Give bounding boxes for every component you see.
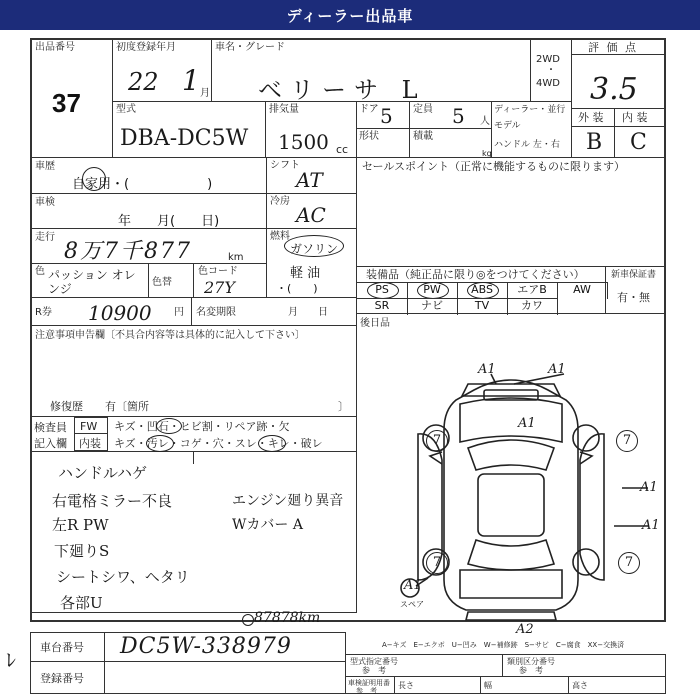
equipment-item-row2-1: SR xyxy=(357,298,408,315)
registration-year: 22 xyxy=(128,68,159,96)
note-7: エンジン廻り異音 xyxy=(232,493,344,509)
registration-label: 初度登録年月 xyxy=(116,42,176,53)
name-change-text: 月 日 xyxy=(288,307,328,318)
cert-sub: 参 考 xyxy=(356,687,377,695)
note-5: シートシワ、ヘタリ xyxy=(56,568,190,586)
capacity-label: 定員 xyxy=(413,104,433,115)
interior-label: 内 装 xyxy=(622,111,648,124)
inspector-label-2: 記入欄 xyxy=(34,437,67,450)
damage-mark-9: 7 xyxy=(616,430,638,452)
damage-mark-1: A1 xyxy=(478,362,496,377)
header-title: ディーラー出品車 xyxy=(286,7,414,25)
displacement-label: 排気量 xyxy=(269,104,299,115)
cert-label: 車検証明用番 xyxy=(348,679,390,687)
equipment-item-3: ABS xyxy=(457,282,508,299)
repair-label: 修復歴 有〔箇所 xyxy=(50,400,149,413)
damage-mark-3: A1 xyxy=(518,416,536,431)
equipment-circle-1 xyxy=(367,282,399,299)
equipment-item-2: PW xyxy=(407,282,458,299)
interior-head-text: 内装 xyxy=(79,437,101,450)
chassis-number: DC5W-338979 xyxy=(120,634,292,659)
equipment-label: 装備品（純正品に限り◎をつけてください） xyxy=(366,268,585,281)
color-code-label: 色コード xyxy=(198,266,238,277)
lot-number: 37 xyxy=(52,88,81,118)
model-label: モデル xyxy=(494,121,521,131)
ac-label: 冷房 xyxy=(270,196,290,207)
color-change-label: 色替 xyxy=(152,277,172,288)
length-label: 長さ xyxy=(398,681,414,690)
odometer-circle xyxy=(242,614,254,626)
doors-value: 5 xyxy=(380,104,393,128)
shift-value: AT xyxy=(296,168,323,192)
recycle-label: R券 xyxy=(35,307,52,318)
shape-label: 形状 xyxy=(359,131,379,142)
car-name-label: 車名・グレード xyxy=(215,42,285,53)
type-cert-sub: 参 考 xyxy=(362,666,386,675)
grade-exterior: B xyxy=(586,130,603,155)
registration-month-unit: 月 xyxy=(200,88,210,99)
fw-circle xyxy=(156,418,182,434)
equipment-item-row2-4: カワ xyxy=(507,298,558,315)
fw-items: キズ・凹石・ヒビ割・リペア跡・欠 xyxy=(114,420,290,433)
back-seat-label: 後日品 xyxy=(360,318,390,329)
color-label: 色 xyxy=(35,266,45,277)
type-cert-label: 型式指定番号 xyxy=(350,657,398,666)
inspection-text: 年 月( 日) xyxy=(118,214,220,229)
diagram-legend: A−キズ E−エクボ U−凹み W−補修跡 S−サビ C−腐食 XX−交換済 xyxy=(382,641,625,649)
equipment-circle-3 xyxy=(467,282,499,299)
class-label: 類別区分番号 xyxy=(507,657,555,666)
chassis-label: 車台番号 xyxy=(40,641,84,654)
model-type-value: DBA-DC5W xyxy=(120,126,249,151)
recycle-amount: 10900 xyxy=(88,301,152,325)
damage-mark-11: 7 xyxy=(618,552,640,574)
note-3: 左R PW xyxy=(52,516,109,534)
damage-mark-6: A1 xyxy=(404,578,422,593)
displacement-value: 1500 xyxy=(278,130,329,154)
equipment-item-1: PS xyxy=(357,282,408,299)
displacement-unit: cc xyxy=(336,143,349,156)
color-value: パッション オレンジ xyxy=(48,268,136,296)
sales-points-label: セールスポイント（正常に機能するものに限ります） xyxy=(362,160,626,173)
interior-circle-2 xyxy=(258,435,286,452)
damage-mark-2: A1 xyxy=(548,362,566,377)
handle-label: ハンドル 左・右 xyxy=(494,140,560,150)
new-car-options: 有・無 xyxy=(617,291,650,304)
car-diagram xyxy=(356,340,666,630)
fuel-option-other: ・( ) xyxy=(276,282,318,295)
exterior-label: 外 装 xyxy=(578,111,604,124)
damage-mark-5: A1 xyxy=(642,518,660,533)
doors-label: ドア xyxy=(359,104,379,115)
interior-circle-1 xyxy=(146,435,174,452)
capacity-unit: 人 xyxy=(480,116,490,127)
recycle-unit: 円 xyxy=(174,307,184,318)
damage-mark-4: A1 xyxy=(640,480,658,495)
width-label: 幅 xyxy=(484,681,492,690)
sales-points-cell xyxy=(356,157,666,267)
ac-value: AC xyxy=(296,203,326,227)
dealer-label: ディーラー・並行 xyxy=(494,105,566,115)
registration-no-label: 登録番号 xyxy=(40,672,84,685)
inspection-label: 車検 xyxy=(35,197,55,208)
history-options: 自家用・( ) xyxy=(72,177,213,192)
lot-label: 出品番号 xyxy=(35,42,75,53)
mileage-unit: km xyxy=(228,252,244,263)
odometer-note: 87878km xyxy=(254,610,321,626)
margin-mark: ﾚ xyxy=(6,648,16,672)
fuel-option-diesel: 軽 油 xyxy=(290,266,321,281)
mileage-label: 走行 xyxy=(35,232,55,243)
equipment-item-row2-3: TV xyxy=(457,298,508,315)
fw-head-text: FW xyxy=(80,420,98,433)
note-6: 各部U xyxy=(60,594,103,612)
grade-label: 評 価 点 xyxy=(588,41,638,54)
equipment-item-row2-2: ナビ xyxy=(407,298,458,315)
repair-close: 〕 xyxy=(338,400,349,413)
fuel-value: ガソリン xyxy=(290,242,339,256)
class-sub: 参 考 xyxy=(519,666,543,675)
registration-month: 1 xyxy=(182,64,200,97)
history-circle xyxy=(82,167,106,191)
capacity-value: 5 xyxy=(452,104,465,128)
height-label: 高さ xyxy=(572,681,588,690)
drive-2wd: 2WD xyxy=(536,54,560,65)
color-code-value: 27Y xyxy=(204,278,235,297)
fuel-circle xyxy=(284,235,344,257)
grade-interior: C xyxy=(630,130,647,155)
note-8: Wカバー A xyxy=(232,517,303,533)
drive-4wd: 4WD xyxy=(536,78,560,89)
damage-mark-10: 7 xyxy=(426,552,448,574)
damage-mark-8: 7 xyxy=(426,430,448,452)
equipment-circle-2 xyxy=(417,282,449,299)
car-name: ベリーサ L xyxy=(258,76,426,104)
grade-overall: 3.5 xyxy=(590,72,638,107)
load-unit: kg xyxy=(482,149,492,158)
history-label: 車歴 xyxy=(35,161,55,172)
interior-items: キズ・汚レ・コゲ・穴・スレ・キレ・破レ xyxy=(114,437,323,450)
mileage-value: 8万7千877 xyxy=(64,239,192,264)
damage-mark-7: A2 xyxy=(516,622,534,637)
new-car-label: 新車保証書 xyxy=(611,270,657,280)
equipment-item-4: エアB xyxy=(507,282,558,299)
inspector-label-1: 検査員 xyxy=(34,421,67,434)
note-4: 下廻りS xyxy=(54,542,110,560)
model-type-label: 型式 xyxy=(116,104,136,115)
name-change-label: 名変期限 xyxy=(196,307,236,318)
note-2: 右電格ミラー不良 xyxy=(52,492,173,510)
spare-label: スペア xyxy=(400,600,424,609)
drive-dot: ・ xyxy=(546,65,556,76)
equipment-item-5: AW xyxy=(557,282,608,299)
shift-label: シフト xyxy=(270,160,300,171)
load-label: 積載 xyxy=(413,131,433,142)
note-1: ハンドルハゲ xyxy=(58,464,147,482)
fuel-label: 燃料 xyxy=(270,231,290,242)
notes-label: 注意事項申告欄〔不具合内容等は具体的に記入して下さい〕 xyxy=(35,330,305,341)
